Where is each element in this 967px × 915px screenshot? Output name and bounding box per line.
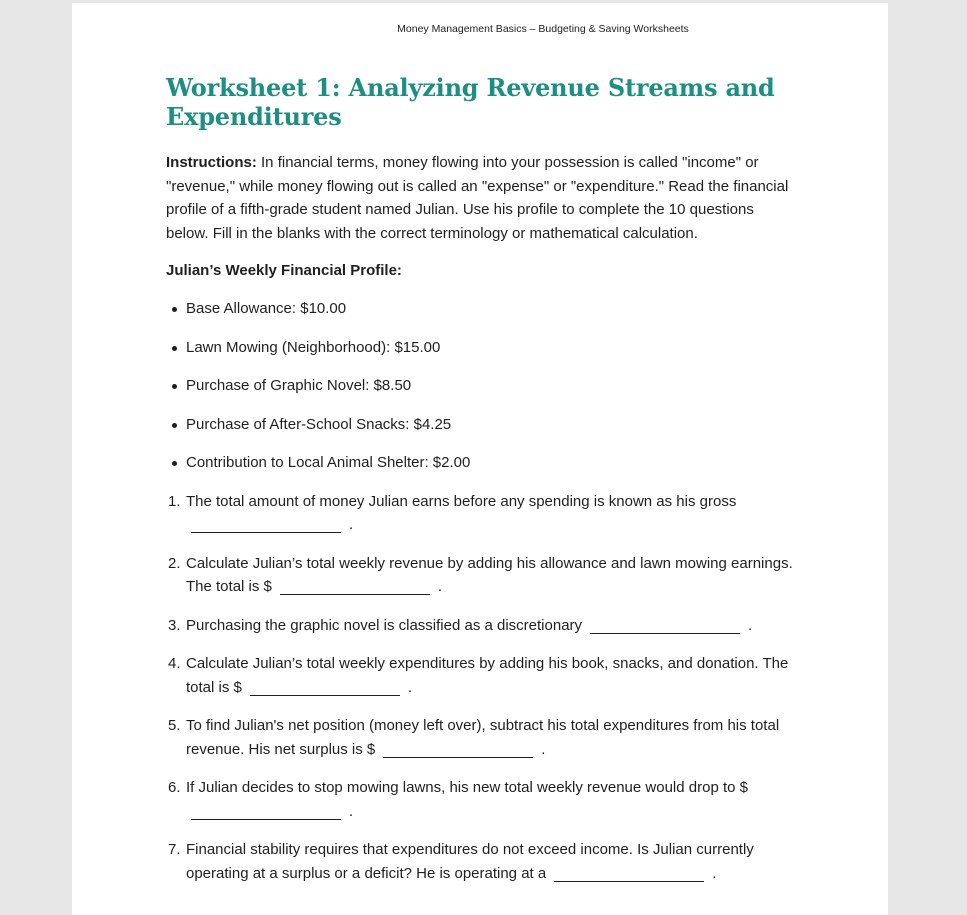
question-item xyxy=(166,552,796,599)
question-text: Calculate Julian’s total weekly expenditures by adding his book, snacks, and donation. The total is $ xyxy=(186,655,789,696)
question-number: 6. xyxy=(168,779,181,796)
question-end-punct: . xyxy=(407,678,413,696)
question-end-punct: . xyxy=(712,864,717,882)
question-number: 1. xyxy=(168,492,181,510)
question-end-punct: . xyxy=(349,516,354,533)
profile-title: Julian’s Weekly Financial Profile: xyxy=(166,262,402,279)
question-end-punct: . xyxy=(437,578,443,595)
question-end-punct: . xyxy=(541,740,546,758)
answer-blank[interactable] xyxy=(590,617,740,634)
questions-list xyxy=(166,490,796,886)
question-text: The total amount of money Julian earns before any spending is known as his gross xyxy=(186,492,737,510)
instructions-paragraph xyxy=(166,151,796,245)
worksheet-page xyxy=(72,3,888,915)
answer-blank[interactable] xyxy=(191,516,341,533)
question-number: 7. xyxy=(168,841,181,858)
question-text: Financial stability requires that expenditures do not exceed income. Is Julian currently operating at a surplus or a deficit? He is operating at a xyxy=(186,841,754,882)
question-end-punct: . xyxy=(349,802,354,820)
question-text: Calculate Julian’s total weekly revenue by adding his allowance and lawn mowing earnings. The total is $ xyxy=(186,554,793,595)
answer-blank[interactable] xyxy=(280,578,430,595)
instructions-label: Instructions: xyxy=(166,154,257,171)
profile-item: Purchase of After-School Snacks: $4.25 xyxy=(166,413,796,436)
question-number: 5. xyxy=(168,717,181,734)
running-header: Money Management Basics – Budgeting & Saving Worksheets xyxy=(397,23,689,35)
question-text: If Julian decides to stop mowing lawns, his new total weekly revenue would drop to $ xyxy=(186,779,748,796)
answer-blank[interactable] xyxy=(554,865,704,882)
answer-blank[interactable] xyxy=(383,741,533,758)
question-text: To find Julian's net position (money left over), subtract his total expenditures from his total revenue. His net surplus is $ xyxy=(186,717,780,758)
question-number: 4. xyxy=(168,655,181,672)
question-number: 3. xyxy=(168,616,181,634)
profile-list xyxy=(166,297,796,474)
profile-item: Base Allowance: $10.00 xyxy=(166,297,796,320)
answer-blank[interactable] xyxy=(250,679,400,696)
profile-item: Contribution to Local Animal Shelter: $2.00 xyxy=(166,451,796,474)
worksheet-content xyxy=(166,73,796,900)
question-item xyxy=(166,776,796,823)
answer-blank[interactable] xyxy=(191,803,341,820)
question-item xyxy=(166,714,796,761)
question-item xyxy=(166,652,796,699)
question-end-punct: . xyxy=(748,616,753,634)
question-item xyxy=(166,490,796,537)
profile-item: Purchase of Graphic Novel: $8.50 xyxy=(166,374,796,397)
question-number: 2. xyxy=(168,554,181,572)
question-item xyxy=(166,838,796,885)
question-text: Purchasing the graphic novel is classified as a discretionary xyxy=(186,616,583,634)
instructions-text: In financial terms, money flowing into your possession is called "income" or "revenue," while money flowing out is called an "expense" or "expenditure." Read the financial profile of a fifth-grade student named Julian. Use his profile to complete the 10 questions below. Fill in the blanks with the correct terminology or mathematical calculation. xyxy=(166,154,789,242)
worksheet-title: Worksheet 1: Analyzing Revenue Streams and Expenditures xyxy=(166,73,775,131)
profile-item: Lawn Mowing (Neighborhood): $15.00 xyxy=(166,336,796,359)
question-item xyxy=(166,614,796,638)
